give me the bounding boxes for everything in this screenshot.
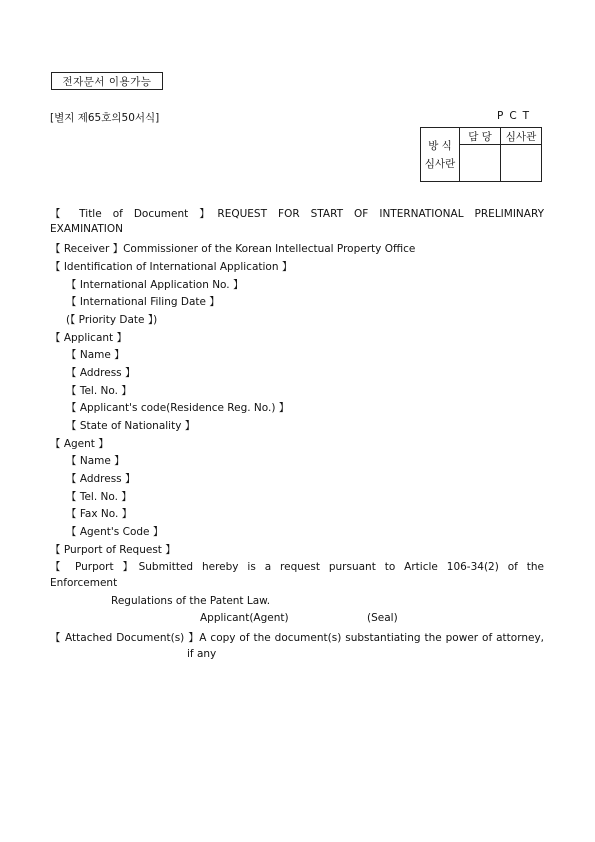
review-row-label-1: 방 식 xyxy=(428,139,452,152)
purport-line-3: Regulations of the Patent Law. xyxy=(111,595,271,607)
agent-address: 【 Address 】 xyxy=(66,473,136,485)
applicant-name: 【 Name 】 xyxy=(66,349,125,361)
applicant-tel: 【 Tel. No. 】 xyxy=(66,385,132,397)
pct-label: PCT xyxy=(497,110,536,122)
form-reference: [별지 제65호의50서식] xyxy=(50,112,160,124)
purport-line-2: Enforcement xyxy=(50,577,118,589)
attached-documents-line-1: 【 Attached Document(s) 】A copy of the document(s) substantiating the power of attorney, xyxy=(50,632,544,644)
seal-label: (Seal) xyxy=(367,612,398,624)
review-row-label-2: 심사란 xyxy=(424,157,456,170)
title-value-continued: EXAMINATION xyxy=(50,223,124,235)
review-box xyxy=(420,127,542,182)
agent-tel: 【 Tel. No. 】 xyxy=(66,491,132,503)
review-col-examiner: 심사관 xyxy=(501,128,542,145)
attached-documents-line-2: if any xyxy=(187,648,217,660)
identification-line: 【 Identification of International Application 】 xyxy=(50,261,293,273)
applicant-heading: 【 Applicant 】 xyxy=(50,332,128,344)
signature-label: Applicant(Agent) xyxy=(200,612,289,624)
review-cell-examiner xyxy=(501,145,542,182)
agent-code: 【 Agent's Code 】 xyxy=(66,526,164,538)
purport-line-1: 【 Purport 】Submitted hereby is a request pursuant to Article 106-34(2) of the xyxy=(50,561,544,573)
priority-date: (【 Priority Date 】) xyxy=(66,314,158,326)
state-of-nationality: 【 State of Nationality 】 xyxy=(66,420,196,432)
agent-name: 【 Name 】 xyxy=(66,455,125,467)
agent-heading: 【 Agent 】 xyxy=(50,438,109,450)
applicant-address: 【 Address 】 xyxy=(66,367,136,379)
review-row-label xyxy=(421,128,460,182)
electronic-document-badge: 전자문서 이용가능 xyxy=(51,72,163,90)
title-label: 【 Title of Document 】 xyxy=(50,208,218,220)
receiver-line: 【 Receiver 】Commissioner of the Korean Intellectual Property Office xyxy=(50,243,416,255)
purport-of-request: 【 Purport of Request 】 xyxy=(50,544,176,556)
title-line xyxy=(50,206,544,221)
international-application-no: 【 International Application No. 】 xyxy=(66,279,244,291)
title-value: REQUEST FOR START OF INTERNATIONAL PRELIMINARY xyxy=(217,208,544,220)
review-cell-charge xyxy=(460,145,501,182)
review-col-charge: 담 당 xyxy=(460,128,501,145)
applicant-code: 【 Applicant's code(Residence Reg. No.) 】 xyxy=(66,402,290,414)
international-filing-date: 【 International Filing Date 】 xyxy=(66,296,220,308)
agent-fax: 【 Fax No. 】 xyxy=(66,508,133,520)
